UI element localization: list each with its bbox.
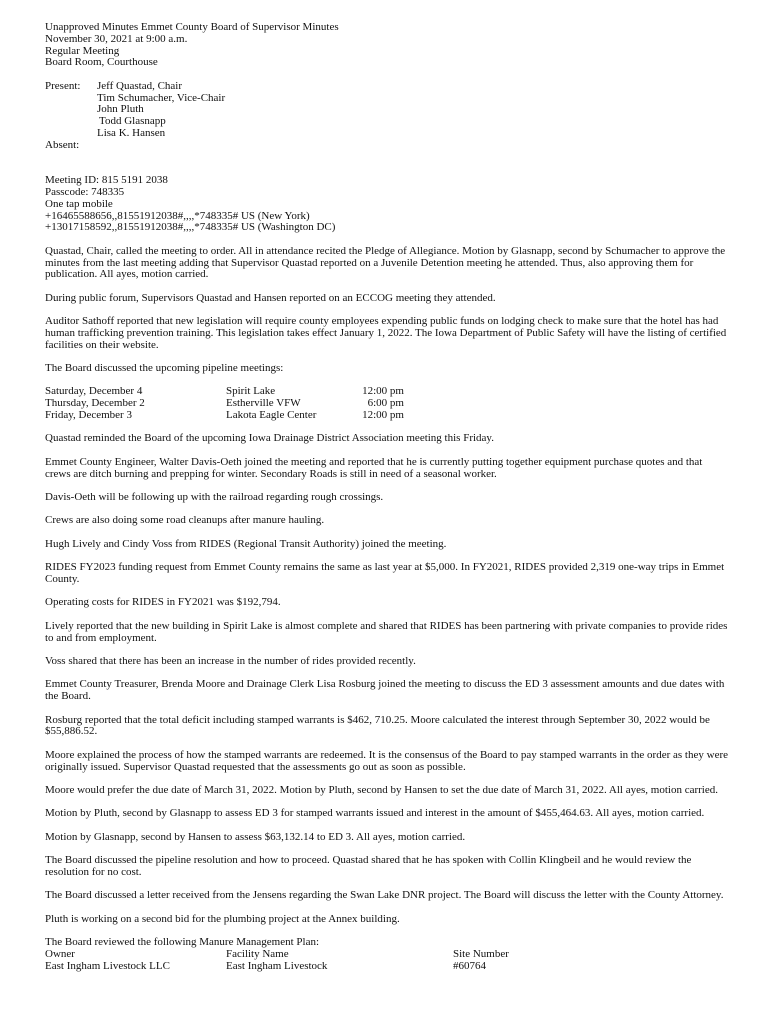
present-list xyxy=(97,81,225,140)
header-location: Board Room, Courthouse xyxy=(45,56,158,69)
header-title: Unapproved Minutes Emmet County Board of Supervisor Minutes xyxy=(45,21,339,33)
paragraph: Crews are also doing some road cleanups after manure hauling. xyxy=(45,514,325,527)
present-member: Jeff Quastad, Chair xyxy=(97,79,183,92)
dial-in-number: +13017158592,,81551912038#,,,,*748335# US (Washington DC) xyxy=(45,221,336,234)
passcode: Passcode: 748335 xyxy=(45,185,125,198)
table-row xyxy=(45,410,404,422)
header-meeting-type: Regular Meeting xyxy=(45,44,120,57)
paragraph: Quastad, Chair, called the meeting to order. All in attendance recited the Pledge of Allegiance. Motion by Glasnapp, second by Schumacher to approve the minutes from the last meeting adding that Supervisor Quastad reported on a Juvenile Detention meeting he attended. Thus, also approving them for publication. All ayes, motion carried. xyxy=(45,244,726,281)
table-row xyxy=(45,961,509,973)
present-label: Present: xyxy=(45,79,81,92)
paragraph: Motion by Glasnapp, second by Hansen to assess $63,132.14 to ED 3. All ayes, motion carried. xyxy=(45,830,466,843)
meeting-time: 6:00 pm xyxy=(367,397,404,410)
present-member: Tim Schumacher, Vice-Chair xyxy=(97,91,226,104)
site-number-cell: #60764 xyxy=(453,959,486,972)
meeting-place: Estherville VFW xyxy=(226,397,301,410)
paragraph: The Board discussed a letter received from the Jensens regarding the Swan Lake DNR project. The Board will discuss the letter with the County Attorney. xyxy=(45,889,724,902)
paragraph: Emmet County Engineer, Walter Davis-Oeth joined the meeting and reported that he is currently putting together equipment purchase quotes and that crews are ditch burning and prepping for winter. Secondary Roads is still in need of a seasonal worker. xyxy=(45,455,703,480)
manure-plan-table xyxy=(45,949,509,973)
paragraph: Rosburg reported that the total deficit including stamped warrants is $462, 710.25. Moore calculated the interest through September 30, 2022 would be $55,886.52. xyxy=(45,713,710,738)
paragraph: Operating costs for RIDES in FY2021 was $192,794. xyxy=(45,596,281,609)
meeting-date: Friday, December 3 xyxy=(45,409,132,422)
column-header: Site Number xyxy=(453,947,509,960)
paragraph: Auditor Sathoff reported that new legislation will require county employees expending public funds on lodging check to make sure that the hotel has had human trafficking prevention training. This legislation takes effect January 1, 2022. The Iowa Department of Public Safety will have the listing of certified facilities on their website. xyxy=(45,315,727,351)
meeting-id: Meeting ID: 815 5191 2038 xyxy=(45,174,168,187)
paragraph: Lively reported that the new building in Spirit Lake is almost complete and shared that RIDES has been partnering with private companies to provide rides to and from employment. xyxy=(45,619,728,644)
dial-in-number: +16465588656,,81551912038#,,,,*748335# US (New York) xyxy=(45,209,310,222)
paragraph: Voss shared that there has been an increase in the number of rides provided recently. xyxy=(45,654,416,667)
manure-plan-intro: The Board reviewed the following Manure Management Plan: xyxy=(45,936,320,949)
present-member: Todd Glasnapp xyxy=(99,115,166,128)
paragraph: Quastad reminded the Board of the upcoming Iowa Drainage District Association meeting this Friday. xyxy=(45,432,494,445)
pipeline-meetings-table xyxy=(45,386,404,421)
column-header: Owner xyxy=(45,947,75,960)
header-date: November 30, 2021 at 9:00 a.m. xyxy=(45,32,188,45)
paragraph: Davis-Oeth will be following up with the railroad regarding rough crossings. xyxy=(45,491,384,504)
paragraph: During public forum, Supervisors Quastad and Hansen reported on an ECCOG meeting they attended. xyxy=(45,291,496,304)
column-header: Facility Name xyxy=(226,947,289,960)
paragraph: Pluth is working on a second bid for the plumbing project at the Annex building. xyxy=(45,912,400,925)
table-header-row xyxy=(45,949,509,961)
meeting-info xyxy=(45,175,730,234)
paragraph: Motion by Pluth, second by Glasnapp to assess ED 3 for stamped warrants issued and interest in the amount of $455,464.63. All ayes, motion carried. xyxy=(45,807,705,820)
facility-cell: East Ingham Livestock xyxy=(226,959,328,972)
paragraph: Emmet County Treasurer, Brenda Moore and Drainage Clerk Lisa Rosburg joined the meeting to discuss the ED 3 assessment amounts and due dates with the Board. xyxy=(45,678,725,703)
present-section xyxy=(45,81,730,140)
one-tap-label: One tap mobile xyxy=(45,197,113,210)
document-header xyxy=(45,22,730,69)
attendance xyxy=(45,81,730,152)
paragraph: The Board discussed the upcoming pipeline meetings: xyxy=(45,362,284,375)
paragraph: The Board discussed the pipeline resolution and how to proceed. Quastad shared that he has spoken with Collin Klingbeil and he would review the resolution for no cost. xyxy=(45,854,692,878)
meeting-place: Lakota Eagle Center xyxy=(226,409,317,422)
paragraph: Hugh Lively and Cindy Voss from RIDES (Regional Transit Authority) joined the meeting. xyxy=(45,537,447,550)
paragraph: Moore explained the process of how the stamped warrants are redeemed. It is the consensus of the Board to pay stamped warrants in the order as they were originally issued. Supervisor Quastad requested that the assessments go out as soon as possible. xyxy=(45,748,728,773)
meeting-date: Thursday, December 2 xyxy=(45,397,145,410)
present-member: Lisa K. Hansen xyxy=(97,126,166,139)
meeting-time: 12:00 pm xyxy=(362,409,404,422)
meeting-place: Spirit Lake xyxy=(226,385,276,398)
paragraph: Moore would prefer the due date of March 31, 2022. Motion by Pluth, second by Hansen to set the due date of March 31, 2022. All ayes, motion carried. xyxy=(45,783,718,796)
present-member: John Pluth xyxy=(97,103,144,116)
absent-label: Absent: xyxy=(45,138,80,151)
meeting-date: Saturday, December 4 xyxy=(45,385,143,398)
meeting-time: 12:00 pm xyxy=(362,385,404,398)
paragraph: RIDES FY2023 funding request from Emmet County remains the same as last year at $5,000. In FY2021, RIDES provided 2,319 one-way trips in Emmet County. xyxy=(45,561,725,586)
owner-cell: East Ingham Livestock LLC xyxy=(45,959,170,972)
